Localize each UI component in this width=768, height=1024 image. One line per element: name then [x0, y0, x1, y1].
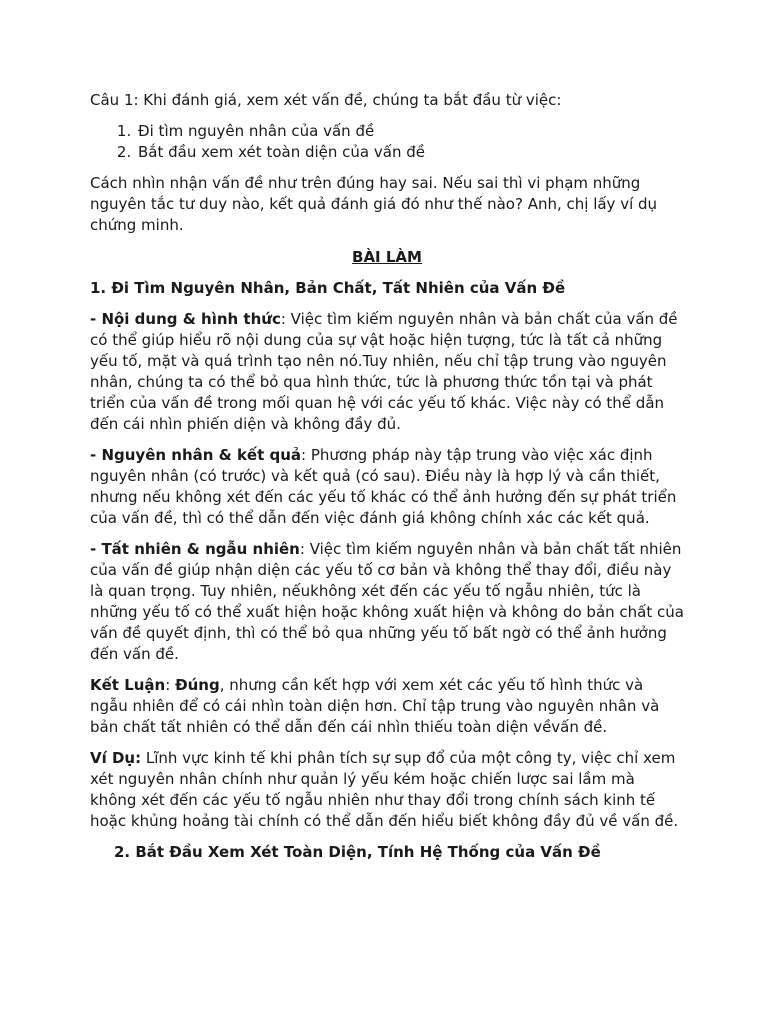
paragraph-necessity-chance: [90, 539, 684, 665]
paragraph-conclusion: [90, 675, 684, 738]
section-1-heading: 1. Đi Tìm Nguyên Nhân, Bản Chất, Tất Nhiên của Vấn Đề: [90, 279, 566, 297]
paragraph-lead: - Tất nhiên & ngẫu nhiên: [90, 540, 300, 558]
paragraph-example: [90, 748, 684, 832]
example-lead: Ví Dụ:: [90, 749, 142, 767]
answer-title: BÀI LÀM: [352, 248, 422, 266]
paragraph-cause-effect: [90, 445, 684, 529]
section-2-heading: 2. Bắt Đầu Xem Xét Toàn Diện, Tính Hệ Thống của Vấn Đề: [114, 843, 601, 861]
paragraph-body: : Việc tìm kiếm nguyên nhân và bản chất của vấn đề có thể giúp hiểu rõ nội dung của sự vật hoặc hiện tượng, tức là tất cả những yếu tố, mặt và quá trình tạo nên nó.Tuy nhiên, nếu chỉ tập trung vào nguyên nhân, chúng ta có thể bỏ qua hình thức, tức là phương thức tồn tại và phát triển của vấn đề trong mối quan hệ với các yếu tố khác. Việc này có thể dẫn đến cái nhìn phiến diện và không đầy đủ.: [90, 310, 678, 433]
conclusion-separator: :: [165, 676, 176, 694]
paragraph-lead: - Nguyên nhân & kết quả: [90, 446, 302, 464]
list-item: 2. Bắt đầu xem xét toàn diện của vấn đề: [136, 142, 684, 163]
example-body: Lĩnh vực kinh tế khi phân tích sự sụp đổ của một công ty, việc chỉ xem xét nguyên nhân chính như quản lý yếu kém hoặc chiến lược sai lầm mà không xét đến các yếu tố ngẫu nhiên như thay đổi trong chính sách kinh tế hoặc khủng hoảng tài chính có thể dẫn đến hiểu biết không đầy đủ về vấn đề.: [90, 749, 679, 830]
paragraph-body: : Phương pháp này tập trung vào việc xác định nguyên nhân (có trước) và kết quả (có sau). Điều này là hợp lý và cần thiết, nhưng nếu không xét đến các yếu tố khác có thể ảnh hưởng đến sự phát triển của vấn đề, thì có thể dẫn đến việc đánh giá không chính xác các kết quả.: [90, 446, 677, 527]
list-item: 1. Đi tìm nguyên nhân của vấn đề: [136, 121, 684, 142]
conclusion-lead: Kết Luận: [90, 676, 166, 694]
paragraph-lead: - Nội dung & hình thức: [90, 310, 281, 328]
options-list: [90, 121, 684, 163]
paragraph-body: : Việc tìm kiếm nguyên nhân và bản chất tất nhiên của vấn đề giúp nhận diện các yếu tố cơ bản và không thể thay đổi, điều này là quan trọng. Tuy nhiên, nếukhông xét đến các yếu tố ngẫu nhiên, tức là những yếu tố có thể xuất hiện hoặc không xuất hiện và không do bản chất của vấn đề quyết định, thì có thể bỏ qua những yếu tố bất ngờ có thể ảnh hưởng đến vấn đề.: [90, 540, 684, 663]
question-prompt: Cách nhìn nhận vấn đề như trên đúng hay sai. Nếu sai thì vi phạm những nguyên tắc tư duy nào, kết quả đánh giá đó như thế nào? Anh, chị lấy ví dụ chứng minh.: [90, 174, 658, 234]
conclusion-body: , nhưng cần kết hợp với xem xét các yếu tố hình thức và ngẫu nhiên để có cái nhìn toàn diện hơn. Chỉ tập trung vào nguyên nhân và bản chất tất nhiên có thể dẫn đến cái nhìn thiếu toàn diện vềvấn đề.: [90, 676, 660, 736]
question-text: Câu 1: Khi đánh giá, xem xét vấn đề, chúng ta bắt đầu từ việc:: [90, 91, 562, 109]
conclusion-verdict: Đúng: [175, 676, 220, 694]
paragraph-content-form: [90, 309, 684, 435]
